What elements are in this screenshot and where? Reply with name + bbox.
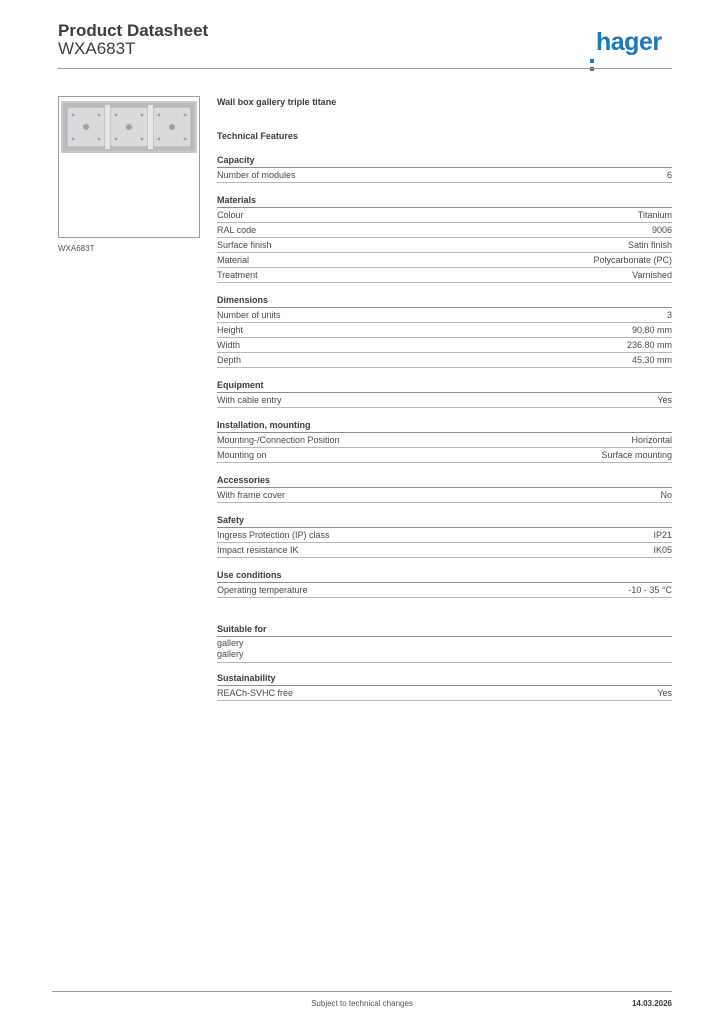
feature-row [217, 253, 672, 268]
feature-row [217, 223, 672, 238]
feature-row [217, 583, 672, 598]
feature-label: RAL code [217, 225, 257, 235]
feature-label: Material [217, 255, 250, 265]
section-title: Suitable for [217, 623, 672, 637]
feature-label: Mounting on [217, 450, 267, 460]
section-sustainability [217, 672, 672, 701]
footer-divider [52, 991, 672, 992]
feature-row [217, 393, 672, 408]
feature-value: Satin finish [627, 240, 672, 250]
section-suitable-for [217, 623, 672, 663]
feature-row [217, 448, 672, 463]
wall-box-picture [59, 97, 199, 237]
feature-value: IK05 [653, 545, 672, 555]
feature-value: 90.80 mm [631, 325, 672, 335]
feature-value: Yes [657, 395, 672, 405]
logo-text: hager [596, 28, 662, 56]
section-safety [217, 514, 672, 558]
feature-label: Operating temperature [217, 585, 308, 595]
section-title: Dimensions [217, 294, 672, 308]
section-title: Materials [217, 194, 672, 208]
section-title: Equipment [217, 379, 672, 393]
feature-value: 45.30 mm [631, 355, 672, 365]
feature-value: No [660, 490, 672, 500]
feature-value: -10 - 35 °C [628, 585, 672, 595]
feature-label: Number of units [217, 310, 281, 320]
feature-label: Depth [217, 355, 242, 365]
section-title: Accessories [217, 474, 672, 488]
feature-row [217, 686, 672, 701]
feature-value: Titanium [637, 210, 672, 220]
page-title: Product Datasheet [58, 21, 209, 40]
feature-label: With frame cover [217, 490, 286, 500]
footer-note: Subject to technical changes [311, 999, 413, 1008]
product-name: Wall box gallery triple titane [217, 97, 337, 107]
feature-label: Width [217, 340, 241, 350]
feature-row [217, 323, 672, 338]
feature-row [217, 353, 672, 368]
footer-date: 14.03.2026 [631, 999, 672, 1008]
feature-value: Horizontal [631, 435, 672, 445]
section-title: Capacity [217, 154, 672, 168]
section-accessories [217, 474, 672, 503]
feature-label: Surface finish [217, 240, 272, 250]
feature-row [217, 268, 672, 283]
section-title: Use conditions [217, 569, 672, 583]
section-installation-mounting [217, 419, 672, 463]
feature-value: Surface mounting [601, 450, 672, 460]
feature-row [217, 433, 672, 448]
header-divider [58, 68, 672, 69]
product-code: WXA683T [58, 39, 136, 58]
section-title: Sustainability [217, 672, 672, 686]
feature-label: Ingress Protection (IP) class [217, 530, 330, 540]
feature-value: 9006 [651, 225, 672, 235]
feature-row [217, 488, 672, 503]
technical-features [217, 95, 672, 701]
hager-logo [590, 27, 662, 57]
feature-value: 3 [666, 310, 672, 320]
list-item: gallery [217, 638, 244, 648]
section-dimensions [217, 294, 672, 368]
section-title: Installation, mounting [217, 419, 672, 433]
feature-row [217, 528, 672, 543]
section-materials [217, 194, 672, 283]
feature-row [217, 208, 672, 223]
technical-features-title: Technical Features [217, 131, 298, 141]
section-capacity [217, 154, 672, 183]
image-caption: WXA683T [58, 244, 95, 253]
feature-label: REACh-SVHC free [217, 688, 294, 698]
feature-row [217, 168, 672, 183]
feature-value: Polycarbonate (PC) [593, 255, 672, 265]
feature-label: Colour [217, 210, 244, 220]
feature-value: Varnished [632, 270, 672, 280]
list-item: gallery [217, 649, 244, 659]
product-image [58, 96, 200, 238]
feature-row [217, 238, 672, 253]
feature-sections [217, 154, 672, 598]
feature-row [217, 338, 672, 353]
feature-value: IP21 [653, 530, 672, 540]
feature-value: 236.80 mm [626, 340, 672, 350]
feature-label: Mounting-/Connection Position [217, 435, 340, 445]
feature-label: Impact resistance IK [217, 545, 299, 555]
feature-label: Treatment [217, 270, 258, 280]
feature-value: 6 [666, 170, 672, 180]
section-equipment [217, 379, 672, 408]
feature-row [217, 308, 672, 323]
feature-row [217, 543, 672, 558]
feature-label: With cable entry [217, 395, 282, 405]
suitable-for-list [217, 637, 672, 663]
section-title: Safety [217, 514, 672, 528]
section-use-conditions [217, 569, 672, 598]
feature-label: Height [217, 325, 244, 335]
feature-label: Number of modules [217, 170, 296, 180]
feature-value: Yes [657, 688, 672, 698]
